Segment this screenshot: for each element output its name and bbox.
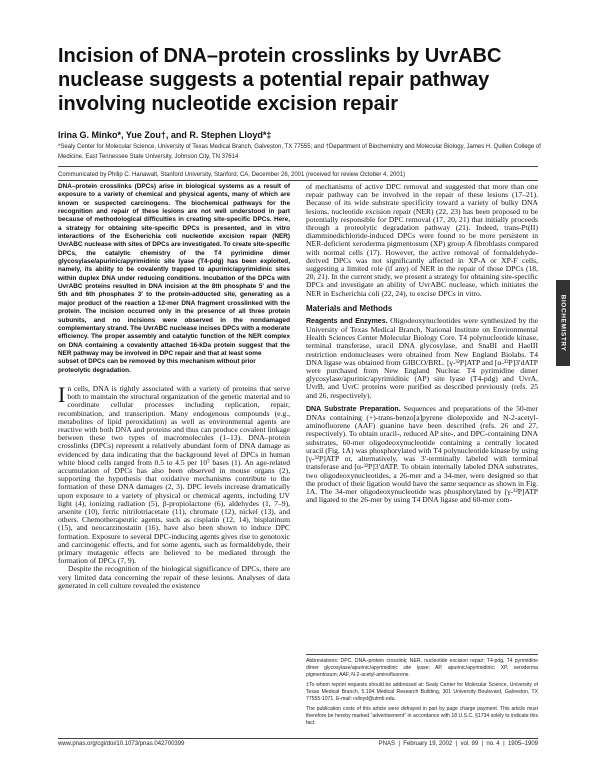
communicated-by: Communicated by Philip C. Hanawalt, Stanford University, Stanford, CA, December 26, 2001 (received for review October 4, 2001)	[58, 172, 406, 178]
substrate-paragraph	[306, 405, 538, 504]
right-column	[306, 183, 538, 504]
abstract-text-end: subset of DPCs can be removed by this mechanism without prior proteolytic degradation.	[58, 358, 256, 374]
reagents-text: Oligodeoxynucleotides were synthesized by the University of Texas Medical Branch, National Institute on Environmental Health Sciences Center Molecular Biology Core. T4 polynucleotide kinase, terminal transferase, uracil DNA glycosylase, and SnaBI and HaeIII restriction endonucleases were obtained from New England Biolabs. T4 DNA ligase was obtained from GIBCO/BRL. [γ-³²P]ATP and [α-³²P]3′dATP were purchased from New England Nuclear. T4 pyrimidine dimer glycosylase/apurinic/apyrimidinic (AP) site lyase (T4-pdg) and UvrA, UvrB, and UvrC proteins were purified as described previously (refs. 25 and 26, respectively).	[306, 315, 538, 400]
footnotes	[306, 658, 538, 730]
intro-paragraph-1	[58, 381, 290, 566]
footer-rule	[58, 738, 538, 739]
intro-paragraph-3: of mechanisms of active DPC removal and suggested that more than one repair pathway can be involved in the repair of these lesions (17–21). Because of its wide substrate specificity toward a variety of bulky DNA lesions, nucleotide excision repair (NER) (22, 23) has been proposed to be potentially responsible for DPC removal (17, 20, 21) that initially proceeds through a proteolytic degradation pathway (21). Indeed, trans-Pt(II) diamminedichloride-induced DPCs were found to be more persistent in NER-deficient xeroderma pigmentosum (XP) group A fibroblasts compared with normal cells (17). However, the active removal of formaldehyde-derived DPCs was not significantly affected in XP-A or XP-F cells, suggesting a limited role (if any) of NER in the repair of those DPCs (18, 20, 21). In the current study, we present a strategy for obtaining site-specific DPCs and investigate an ability of UvrABC nuclease, which initiates the NER in Escherichia coli (22, 24), to excise DPCs in vitro.	[306, 182, 538, 298]
reagents-paragraph	[306, 317, 538, 400]
footnote-rule	[306, 654, 538, 655]
section-side-tab	[556, 280, 570, 366]
article-title: Incision of DNA–protein crosslinks by UvrABC nuclease suggests a potential repair pathway involving nucleotide excision repair	[58, 45, 502, 115]
substrate-heading: DNA Substrate Preparation.	[306, 405, 401, 413]
footnote-abbreviations: Abbreviations: DPC, DNA–protein crosslink; NER, nucleotide excision repair; T4-pdg, T4 pyrimidine dimer glycosylase/apurinic/apyrimidinic site lyase; AP, apurinic/apyrimidinic; XP, xeroderma pigmentosum; AAF, N-2-acetyl-aminofluorene.	[306, 658, 538, 678]
side-tab-label: BIOCHEMISTRY	[559, 294, 567, 352]
footer-citation: PNAS | February 19, 2002 | vol. 99 | no. 4 | 1905–1909	[378, 741, 538, 747]
header-rule-top	[58, 166, 538, 167]
abstract-text: DNA–protein crosslinks (DPCs) arise in biological systems as a result of exposure to a variety of chemical and physical agents, many of which are known or suspected carcinogens. The biochemical pathways for the recognition and repair of these lesions are not well understood in part because of methodological difficulties in creating site-specific DPCs. Here, a strategy for obtaining site-specific DPCs is presented, and in vitro interactions of the Escherichia coli nucleotide excision repair (NER) UvrABC nuclease with sites of DPCs are investigated. To create site-specific DPCs, the catalytic chemistry of the T4 pyrimidine dimer glycosylase/apurinic/apyrimidinic site lyase (T4-pdg) has been exploited, namely, its ability to be covalently trapped to apurinic/apyrimidinic sites within duplex DNA under reducing conditions. Incubation of the DPCs with UvrABC proteins resulted in DNA incision at the 8th phosphate 5′ and the 5th and 6th phosphates 3′ to the protein-adducted site, generating as a major product of the reaction a 12-mer DNA fragment crosslinked with the protein. The incision occurred only in the presence of all three protein subunits, and no incisions were observed in the nondamaged complementary strand. The UvrABC nuclease incises DPCs with a moderate efficiency. The proper assembly and catalytic function of the NER complex on DNA containing a covalently attached 16-kDa protein suggest that the NER pathway may be involved in DPC repair and that at least some	[58, 183, 290, 357]
drop-cap: I	[58, 381, 66, 407]
intro-paragraph-2: Despite the recognition of the biological significance of DPCs, there are very limited data concerning the repair of these lesions. Analyses of data generated in cell culture revealed the existence	[58, 564, 290, 590]
footnote-reprints: ‡To whom reprint requests should be addressed at: Sealy Center for Molecular Science, University of Texas Medical Branch, 5.104 Medical Research Building, 301 University Boulevard, Galveston, TX 77555-1071. E-mail: rslloyd@utmb.edu.	[306, 682, 538, 702]
substrate-text: Sequences and preparations of the 50-mer DNAs containing (+)-trans-benzo[a]pyrene diolepoxide and N-2-acetyl-aminofluorene (AAF) guanine have been described (refs. 26 and 27, respectively). To obtain uracil-, reduced AP site-, and DPC-containing DNA substrates, 60-mer oligodeoxynucleotide containing a centrally located uracil (Fig. 1A) was phosphorylated with T4 polynucleotide kinase by using [γ-³²P]ATP or, alternatively, was 3′-terminally labeled with terminal transferase and [α-³²P]3′dATP. To obtain internally labeled DNA substrates, two oligodeoxynucleotides, a 26-mer and a 34-mer, were designed so that the product of their ligation would have the same sequence as shown in Fig. 1A. The 34-mer oligodeoxynucleotide was phosphorylated by [γ-³²P]ATP and ligated to the 26-mer by using T4 DNA ligase and 60-mer com-	[306, 403, 538, 505]
footnote-page-charges: The publication costs of this article were defrayed in part by page charge payment. This article must therefore be hereby marked “advertisement” in accordance with 18 U.S.C. §1734 solely to indicate this fact.	[306, 706, 538, 726]
reagents-heading: Reagents and Enzymes.	[306, 317, 388, 325]
intro-paragraph-1-text: n cells, DNA is tightly associated with a variety of proteins that serve both to maintain the structural organization of the genetic material and to coordinate cellular processes including replication, repair, recombination, and transcription. Many endogenous compounds (e.g., metabolites of lipid peroxidation) as well as environmental agents are reactive with both DNA and proteins and thus can produce covalent linkage between these two types of macromolecules (1–13). DNA–protein crosslinks (DPCs) represent a relatively abundant form of DNA damage as evidenced by data indicating that the background level of DPCs in human white blood cells ranged from 0.5 to 4.5 per 10⁷ bases (1). An age-related accumulation of DPCs has also been observed in mouse organs (2), supporting the hypothesis that oxidative mechanisms contribute to the formation of these DNA damages (2, 3). DPC levels increase dramatically upon exposure to a variety of physical or chemical agents, including UV light (4), ionizing radiation (5), β-propiolactone (6), aldehydes (1, 7–9), arsenite (10), ferric nitrilotriacetate (11), chromate (12), nickel (13), and others. Chemotherapeutic agents, such as cisplatin (12, 14), bisplatinum (15), and neocarzinostatin (16), have also been shown to induce DPC formation. Exposure to several DPC-inducing agents gives rise to genotoxic and carcinogenic effects, and for some agents, such as formaldehyde, their primary mutagenic effects are believed to be mediated through the formation of DPCs (7, 9).	[58, 383, 290, 566]
left-column	[58, 183, 290, 590]
header-rule-bottom	[58, 180, 538, 181]
article-authors: Irina G. Minko*, Yue Zou†, and R. Stephen Lloyd*‡	[58, 130, 272, 140]
footer-doi-link[interactable]: www.pnas.org/cgi/doi/10.1073/pnas.042700399	[58, 741, 185, 747]
methods-heading: Materials and Methods	[306, 303, 393, 313]
author-affiliations: *Sealy Center for Molecular Science, University of Texas Medical Branch, Galveston, TX 77555; and †Department of Biochemistry and Molecular Biology, James H. Quillen College of Medicine, East Tennessee State University, Johnson City, TN 37614	[58, 144, 541, 160]
